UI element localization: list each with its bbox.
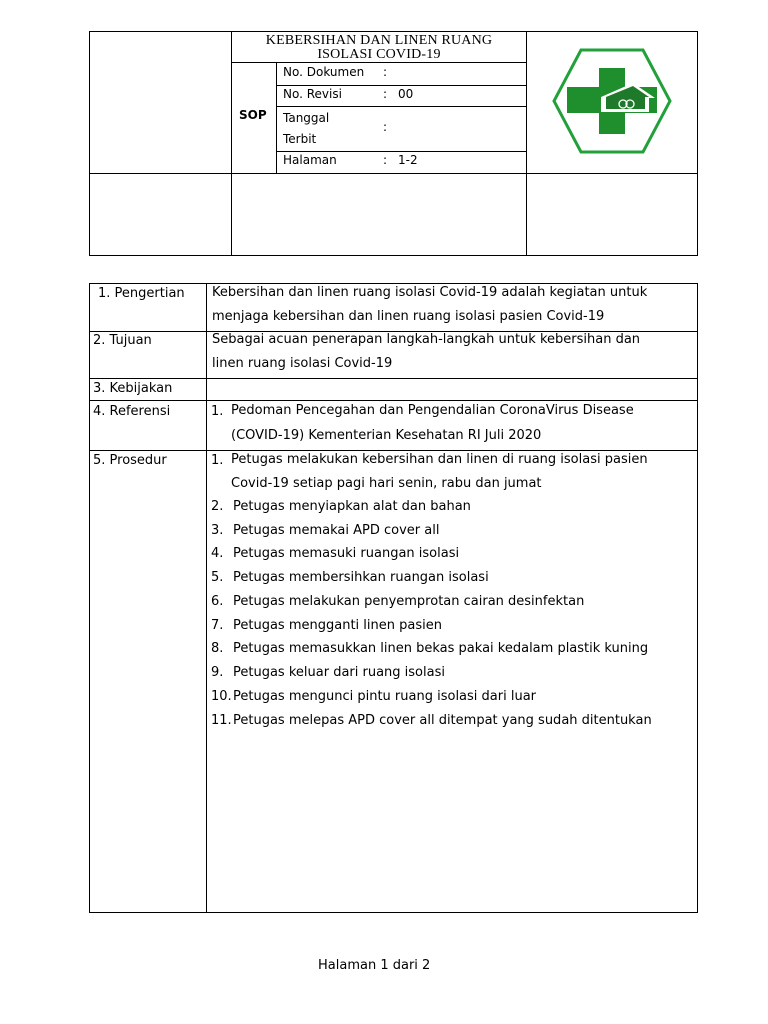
prosedur-item xyxy=(211,570,489,585)
prosedur-item xyxy=(211,713,652,728)
prosedur-item xyxy=(211,499,471,514)
prosedur-item-text: Petugas melakukan penyemprotan cairan desinfektan xyxy=(233,594,585,609)
puskesmas-logo xyxy=(551,47,673,155)
prosedur-item-continuation: Covid-19 setiap pagi hari senin, rabu dan jumat xyxy=(231,476,542,491)
referensi-item-number: 1. xyxy=(211,404,224,419)
section-label-kebijakan: 3. Kebijakan xyxy=(93,381,173,396)
field-value-halaman: 1-2 xyxy=(398,153,418,167)
tujuan-line-1: Sebagai acuan penerapan langkah-langkah untuk kebersihan dan xyxy=(212,332,641,347)
prosedur-item xyxy=(211,453,689,468)
prosedur-item-number: 3. xyxy=(211,523,224,538)
field-label-no-revisi: No. Revisi xyxy=(283,87,342,101)
prosedur-item-text: Petugas membersihkan ruangan isolasi xyxy=(233,570,489,585)
section-label-prosedur: 5. Prosedur xyxy=(93,453,167,468)
field-label-no-dokumen: No. Dokumen xyxy=(283,65,365,79)
prosedur-item-text: Petugas mengunci pintu ruang isolasi dari luar xyxy=(233,689,537,704)
prosedur-item-number: 7. xyxy=(211,618,224,633)
prosedur-item xyxy=(211,618,442,633)
prosedur-item xyxy=(211,523,439,538)
section-label-pengertian: 1. Pengertian xyxy=(98,286,185,301)
page-number-footer: Halaman 1 dari 2 xyxy=(318,958,431,973)
prosedur-item-text: Petugas mengganti linen pasien xyxy=(233,618,442,633)
field-value-no-revisi: 00 xyxy=(398,87,414,101)
field-colon: : xyxy=(383,65,388,79)
section-text-tujuan xyxy=(212,328,690,376)
section-text-pengertian xyxy=(212,281,690,329)
document-title-line-2: ISOLASI COVID-19 xyxy=(317,47,441,62)
prosedur-item-text: Petugas menyiapkan alat dan bahan xyxy=(233,499,471,514)
prosedur-item-text: Petugas melepas APD cover all ditempat yang sudah ditentukan xyxy=(233,713,652,728)
prosedur-item xyxy=(211,665,445,680)
referensi-item-line-1: Pedoman Pencegahan dan Pengendalian CoronaVirus Disease xyxy=(231,403,634,418)
document-title xyxy=(232,34,526,62)
prosedur-item xyxy=(211,546,459,561)
field-label-tanggal-terbit xyxy=(283,108,329,150)
field-colon: : xyxy=(383,153,388,167)
referensi-item xyxy=(211,404,691,450)
pengertian-line-1: Kebersihan dan linen ruang isolasi Covid-19 adalah kegiatan untuk xyxy=(212,285,648,300)
section-label-referensi: 4. Referensi xyxy=(93,404,171,419)
field-colon: : xyxy=(383,87,388,101)
field-label-halaman: Halaman xyxy=(283,153,337,167)
prosedur-list xyxy=(211,453,691,753)
prosedur-item xyxy=(211,594,584,609)
prosedur-item-number: 6. xyxy=(211,594,224,609)
prosedur-item-number: 1. xyxy=(211,453,224,468)
field-colon: : xyxy=(383,120,388,134)
prosedur-item-number: 5. xyxy=(211,570,224,585)
sop-label: SOP xyxy=(239,108,267,122)
prosedur-item xyxy=(211,641,648,656)
pengertian-line-2: menjaga kebersihan dan linen ruang isolasi pasien Covid-19 xyxy=(212,309,605,324)
prosedur-item-number: 4. xyxy=(211,546,224,561)
prosedur-item-number: 8. xyxy=(211,641,224,656)
prosedur-item-number: 10. xyxy=(211,689,232,704)
prosedur-item-text: Petugas memakai APD cover all xyxy=(233,523,440,538)
section-label-tujuan: 2. Tujuan xyxy=(93,333,152,348)
prosedur-item-text: Petugas memasukkan linen bekas pakai kedalam plastik kuning xyxy=(233,641,649,656)
prosedur-item-number: 2. xyxy=(211,499,224,514)
prosedur-item xyxy=(211,689,536,704)
tujuan-line-2: linen ruang isolasi Covid-19 xyxy=(212,356,393,371)
prosedur-item-number: 11. xyxy=(211,713,232,728)
prosedur-item-number: 9. xyxy=(211,665,224,680)
field-label-terbit: Terbit xyxy=(283,132,317,146)
document-title-line-1: KEBERSIHAN DAN LINEN RUANG xyxy=(265,33,493,48)
prosedur-item-text: Petugas memasuki ruangan isolasi xyxy=(233,546,460,561)
referensi-item-line-2: (COVID-19) Kementerian Kesehatan RI Juli 2020 xyxy=(231,428,542,443)
field-label-tanggal: Tanggal xyxy=(283,111,330,125)
prosedur-item-text: Petugas melakukan kebersihan dan linen di ruang isolasi pasien xyxy=(231,452,648,467)
prosedur-item-text: Petugas keluar dari ruang isolasi xyxy=(233,665,445,680)
